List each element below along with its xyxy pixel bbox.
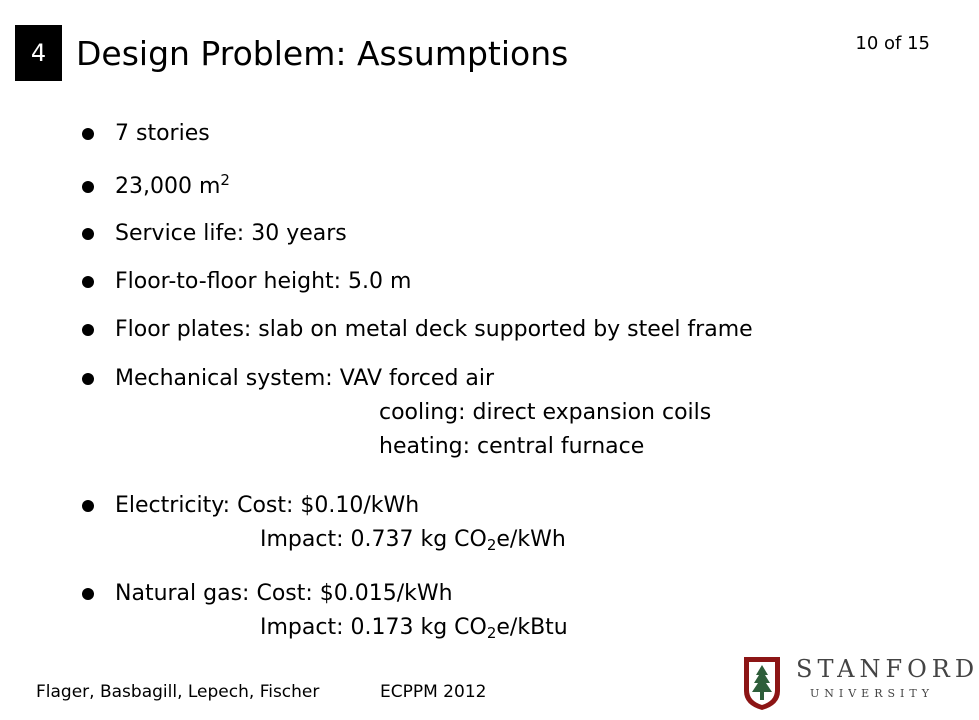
section-number-badge: 4 (15, 25, 62, 81)
gas-impact-prefix: Impact: 0.173 kg CO (260, 615, 487, 640)
bullet-dot (82, 276, 94, 288)
gas-impact-suffix: e/kBtu (496, 615, 568, 640)
mechanical-line-3: heating: central furnace (379, 434, 645, 459)
bullet-text (115, 170, 230, 204)
electricity-impact-suffix: e/kWh (496, 527, 566, 552)
bullet-text: Floor plates: slab on metal deck supported by steel frame (115, 317, 753, 342)
page-indicator: 10 of 15 (855, 33, 930, 54)
bullet-text: Floor-to-floor height: 5.0 m (115, 269, 412, 294)
bullet-text (115, 489, 566, 557)
bullet-dot (82, 588, 94, 600)
electricity-cost: Electricity: Cost: $0.10/kWh (115, 493, 420, 518)
area-exponent: 2 (220, 171, 230, 189)
bullet-dot (82, 373, 94, 385)
bullet-text (115, 577, 568, 645)
stanford-university-wordmark (796, 654, 979, 702)
logo-stanford-text: STANFORD (796, 655, 979, 683)
mechanical-line-2: cooling: direct expansion coils (379, 400, 712, 425)
logo-university-text: UNIVERSITY (810, 687, 934, 700)
gas-cost: Natural gas: Cost: $0.015/kWh (115, 581, 453, 606)
bullet-text: Service life: 30 years (115, 221, 347, 246)
electricity-impact-subscript: 2 (486, 536, 497, 554)
gas-impact-subscript: 2 (486, 624, 497, 642)
bullet-text (115, 362, 711, 464)
stanford-seal-icon (742, 655, 782, 711)
footer-authors: Flager, Basbagill, Lepech, Fischer (36, 682, 320, 702)
bullet-dot (82, 228, 94, 240)
area-value: 23,000 m (115, 174, 221, 199)
footer-conference: ECPPM 2012 (380, 682, 487, 702)
bullet-dot (82, 128, 94, 140)
electricity-impact-prefix: Impact: 0.737 kg CO (260, 527, 487, 552)
bullet-text: 7 stories (115, 121, 210, 146)
slide-title: Design Problem: Assumptions (76, 34, 569, 73)
electricity-impact (115, 523, 566, 557)
mechanical-line-1: Mechanical system: VAV forced air (115, 366, 495, 391)
bullet-dot (82, 181, 94, 193)
bullet-dot (82, 324, 94, 336)
bullet-dot (82, 500, 94, 512)
gas-impact (115, 611, 568, 645)
